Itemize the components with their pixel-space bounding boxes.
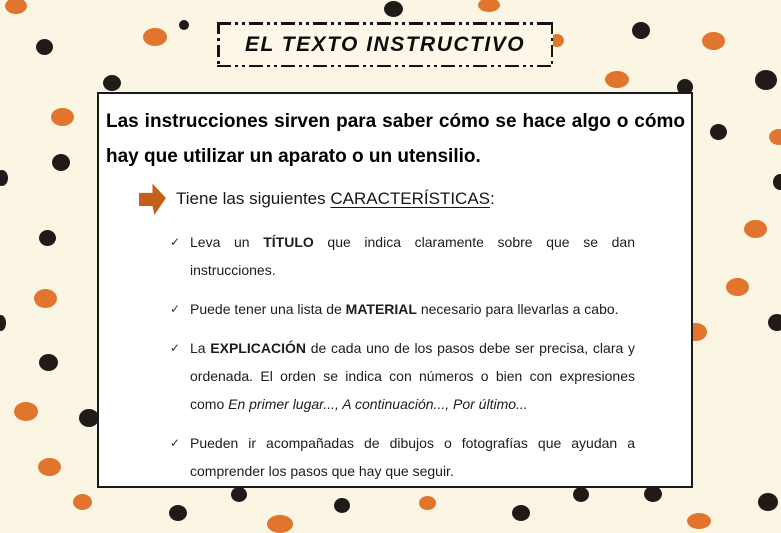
bullet-text: En primer lugar..., A continuación..., Por último... bbox=[228, 396, 528, 412]
bullet-text: de cada uno de los pasos debe ser precisa, clara y ordenada. El orden se indica con números o bien con expresiones como bbox=[190, 340, 635, 412]
polka-dot bbox=[267, 515, 293, 533]
polka-dot bbox=[0, 315, 6, 331]
subtitle-row bbox=[139, 182, 685, 216]
content-box bbox=[97, 92, 693, 488]
polka-dot bbox=[179, 20, 189, 30]
bullet-text: TÍTULO bbox=[263, 234, 314, 250]
polka-dot bbox=[334, 498, 350, 513]
polka-dot bbox=[769, 129, 781, 145]
bullet-text: La bbox=[190, 340, 211, 356]
page-title: EL TEXTO INSTRUCTIVO bbox=[244, 32, 526, 56]
characteristics-highlight: CARACTERÍSTICAS bbox=[330, 189, 490, 208]
bullet-text: Leva un bbox=[190, 234, 264, 250]
polka-dot bbox=[14, 402, 38, 421]
polka-dot bbox=[702, 32, 725, 50]
bullet-item bbox=[170, 228, 635, 284]
title-box bbox=[217, 22, 553, 67]
check-icon: ✓ bbox=[170, 341, 181, 355]
polka-dot bbox=[169, 505, 187, 521]
polka-dot bbox=[573, 487, 589, 502]
polka-dot bbox=[39, 354, 58, 371]
arrow-right-icon bbox=[139, 183, 166, 215]
polka-dot bbox=[605, 71, 629, 88]
polka-dot bbox=[34, 289, 57, 308]
polka-dot bbox=[755, 70, 777, 90]
bullet-item bbox=[170, 429, 635, 485]
polka-dot bbox=[726, 278, 749, 296]
bullet-list bbox=[170, 228, 635, 485]
polka-dot bbox=[744, 220, 767, 238]
check-icon: ✓ bbox=[170, 302, 181, 316]
polka-dot bbox=[512, 505, 530, 521]
polka-dot bbox=[5, 0, 27, 14]
check-icon: ✓ bbox=[170, 436, 181, 450]
polka-dot bbox=[0, 170, 8, 186]
subtitle-prefix: Tiene las siguientes bbox=[176, 189, 331, 208]
polka-dot bbox=[768, 314, 781, 331]
polka-dot bbox=[758, 493, 778, 511]
polka-dot bbox=[79, 409, 99, 427]
polka-dot bbox=[632, 22, 650, 39]
bullet-text: MATERIAL bbox=[345, 301, 417, 317]
polka-dot bbox=[39, 230, 56, 246]
polka-dot bbox=[478, 0, 500, 12]
polka-dot bbox=[644, 486, 662, 502]
polka-dot bbox=[384, 1, 403, 17]
subtitle-text bbox=[176, 189, 495, 209]
polka-dot bbox=[36, 39, 53, 55]
bullet-text: que indica claramente sobre que se dan instrucciones. bbox=[190, 234, 635, 278]
polka-dot bbox=[73, 494, 92, 510]
polka-dot bbox=[38, 458, 61, 476]
bullet-text: EXPLICACIÓN bbox=[210, 340, 306, 356]
polka-dot bbox=[419, 496, 436, 510]
bullet-text: Pueden ir acompañadas de dibujos o fotografías que ayudan a comprender los pasos que hay que seguir. bbox=[190, 435, 635, 479]
bullet-text: Puede tener una lista de bbox=[190, 301, 346, 317]
polka-dot bbox=[143, 28, 167, 46]
bullet-item bbox=[170, 334, 635, 418]
polka-dot bbox=[51, 108, 74, 126]
polka-dot bbox=[52, 154, 70, 171]
polka-dot bbox=[773, 174, 781, 190]
polka-dot bbox=[231, 487, 247, 502]
bullet-text: necesario para llevarlas a cabo. bbox=[416, 301, 619, 317]
polka-dot bbox=[710, 124, 727, 140]
bullet-item bbox=[170, 295, 635, 323]
polka-dot bbox=[103, 75, 121, 91]
intro-text: Las instrucciones sirven para saber cómo se hace algo o cómo hay que utilizar un aparato o un utensilio. bbox=[106, 111, 685, 167]
subtitle-suffix: : bbox=[490, 189, 495, 208]
check-icon: ✓ bbox=[170, 235, 181, 249]
